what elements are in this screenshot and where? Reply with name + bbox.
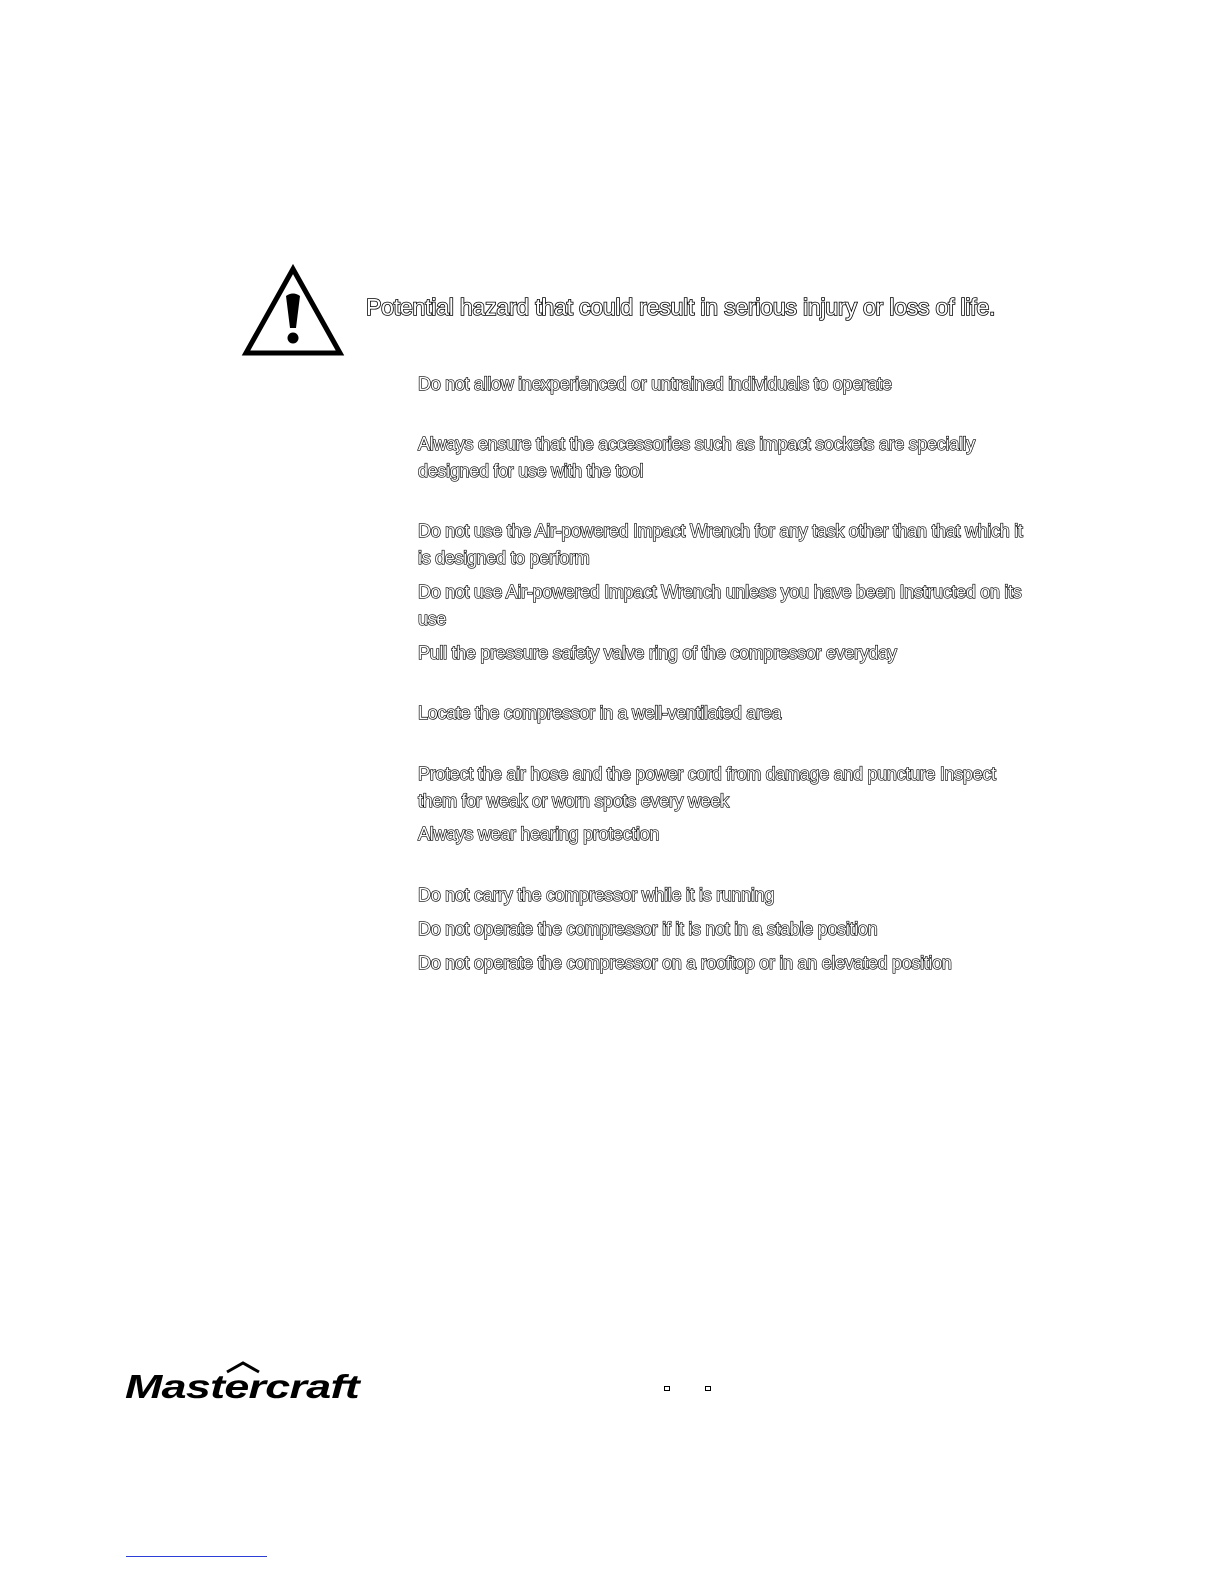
hazard-item: Do not operate the compressor if it is not in a stable position	[418, 919, 878, 939]
hazard-item: Do not carry the compressor while it is running	[418, 885, 775, 905]
hazard-item: Do not use the Air-powered Impact Wrench for any task other than that which it is designed to perform	[418, 521, 1023, 568]
warning-triangle-icon	[241, 264, 345, 358]
page-mark	[705, 1386, 711, 1391]
hazard-heading: Potential hazard that could result in serious injury or loss of life.	[366, 294, 996, 320]
footer-link-underline[interactable]	[126, 1556, 267, 1557]
hazard-item: Always wear hearing protection	[418, 824, 660, 844]
hazard-item: Locate the compressor in a well-ventilated area	[418, 703, 782, 723]
logo-text: Mastercraft	[125, 1368, 363, 1402]
hazard-item: Do not use Air-powered Impact Wrench unless you have been Instructed on its use	[418, 582, 1022, 629]
hazard-item: Protect the air hose and the power cord from damage and puncture Inspect them for weak or worn spots every week	[418, 764, 996, 811]
mastercraft-logo	[123, 1360, 363, 1402]
hazard-item: Do not allow inexperienced or untrained individuals to operate	[418, 374, 892, 394]
hazard-item: Pull the pressure safety valve ring of the compressor everyday	[418, 643, 897, 663]
page-mark	[664, 1386, 670, 1391]
hazard-item: Always ensure that the accessories such as impact sockets are specially designed for use with the tool	[418, 434, 975, 481]
hazard-item: Do not operate the compressor on a rooftop or in an elevated position	[418, 953, 952, 973]
page-number-marks	[664, 1386, 714, 1394]
